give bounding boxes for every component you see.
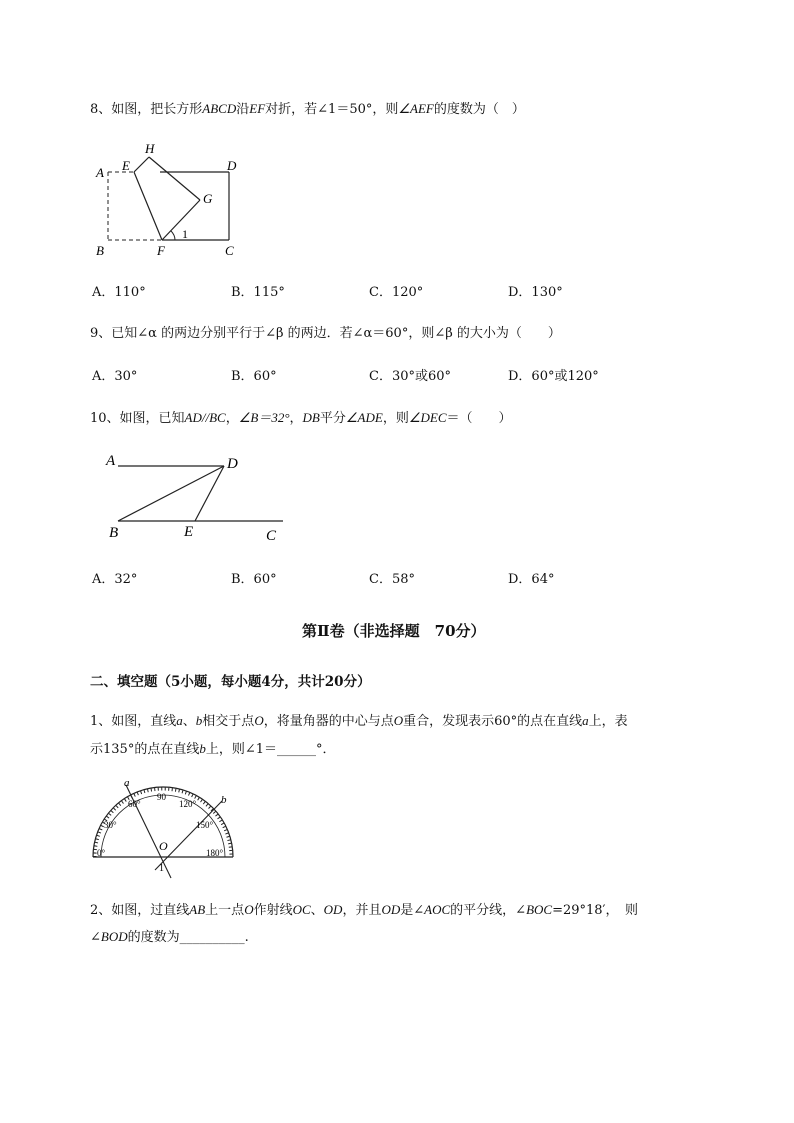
section-heading: 二、填空题（5小题，每小题4分，共计20分） <box>90 674 371 690</box>
protractor-deg-180: 180° <box>206 848 224 858</box>
protractor-deg-60: 60° <box>128 799 141 809</box>
protractor-label-b: b <box>221 794 227 806</box>
q10-label-E: E <box>184 524 194 540</box>
q10-option-c[interactable]: C．58° <box>369 572 415 587</box>
q9-option-b[interactable]: B．60° <box>231 369 277 384</box>
q8-stem: 8、如图，把长方形ABCD沿EF对折，若∠1＝50°，则∠AEF的度数为（ ） <box>90 101 525 117</box>
q8-label-1: 1 <box>182 227 188 241</box>
fill1-line2: 示135°的点在直线b上，则∠1＝______°． <box>90 741 336 757</box>
q8-label-E: E <box>122 158 130 173</box>
q8-label-F: F <box>157 243 165 258</box>
q8-option-d[interactable]: D．130° <box>508 285 563 300</box>
q10-label-D: D <box>227 456 238 472</box>
fill2-line1: 2、如图，过直线AB上一点O作射线OC、OD，并且OD是∠AOC的平分线，∠BOC=29°18′， 则 <box>90 902 638 918</box>
line-b <box>155 801 222 870</box>
q8-label-D: D <box>227 158 237 173</box>
q10-stem: 10、如图，已知AD//BC，∠B＝32°，DB平分∠ADE，则∠DEC＝（ ） <box>90 410 512 426</box>
fill1-line1: 1、如图，直线a、b相交于点O，将量角器的中心与点O重合，发现表示60°的点在直线a上，表 <box>90 713 628 729</box>
protractor-deg-150: 150° <box>196 820 214 830</box>
q9-option-c[interactable]: C．30°或60° <box>369 369 452 384</box>
protractor-label-a: a <box>124 777 130 789</box>
section-title: 第Ⅱ卷（非选择题 70分） <box>302 622 486 640</box>
q9-option-d[interactable]: D．60°或120° <box>508 369 599 384</box>
q8-option-c[interactable]: C．120° <box>369 285 424 300</box>
q10-option-a[interactable]: A．32° <box>92 572 138 587</box>
q10-label-C: C <box>266 528 277 544</box>
protractor-deg-0: 0° <box>97 848 106 858</box>
protractor-label-O: O <box>159 839 168 853</box>
q8-label-G: G <box>203 191 213 206</box>
q9-option-a[interactable]: A．30° <box>92 369 138 384</box>
q8-option-b[interactable]: B．115° <box>231 285 285 300</box>
q10-label-A: A <box>106 453 116 469</box>
q9-stem: 9、已知∠α 的两边分别平行于∠β 的两边．若∠α＝60°，则∠β 的大小为（ ） <box>90 326 561 341</box>
q10-label-B: B <box>109 525 119 541</box>
q8-label-B: B <box>96 243 104 258</box>
protractor-deg-30: 30° <box>104 820 117 830</box>
q10-option-d[interactable]: D．64° <box>508 572 555 587</box>
protractor-deg-90: 90 <box>157 792 166 802</box>
q10-option-b[interactable]: B．60° <box>231 572 277 587</box>
q8-label-H: H <box>145 141 155 156</box>
q8-label-A: A <box>96 165 104 180</box>
protractor-deg-120: 120° <box>179 799 197 809</box>
q8-option-a[interactable]: A．110° <box>92 285 146 300</box>
fill2-line2: ∠BOD的度数为__________. <box>90 929 249 945</box>
q8-label-C: C <box>225 243 234 258</box>
protractor-label-1: 1 <box>159 863 164 874</box>
